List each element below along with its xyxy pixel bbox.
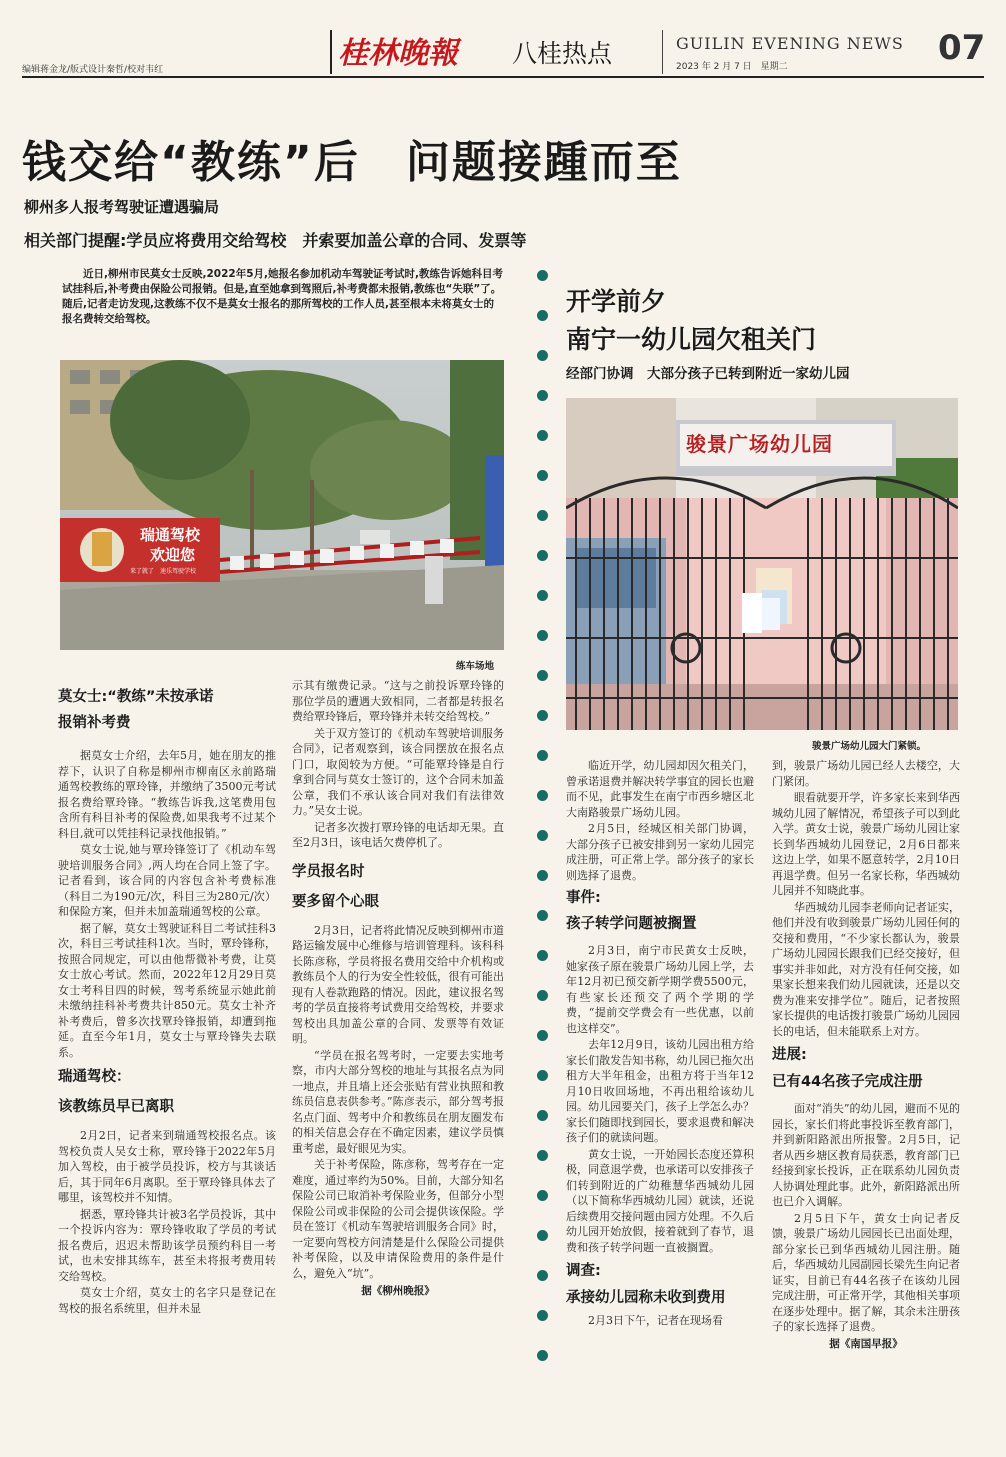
story2-column-d xyxy=(772,758,960,1351)
paragraph: 眼看就要开学，许多家长来到华西城幼儿园了解情况，希望孩子可以到此入学。黄女士说，骏景广场幼儿园让家长到华西城幼儿园登记，2月6日都来这边上学，如果不愿意转学，2月10日再退学费。但另一名家长称，华西城幼儿园并不知晓此事。 xyxy=(772,791,960,897)
masthead-divider-2 xyxy=(662,30,663,74)
story1-subheadline-1: 柳州多人报考驾驶证遭遇骗局 xyxy=(24,198,220,216)
subhead-advice: 学员报名时 xyxy=(292,863,365,880)
paragraph: 黄女士说，一开始园长态度还算积极，同意退学费，也承诺可以安排孩子们转到附近的广幼稚慧华西城幼儿园（以下简称华西城幼儿园）就读，还说后续费用交接问题由园方处理。不久后幼儿园开始放假，接着就到了春节，退费和孩子转学问题一直被搁置。 xyxy=(566,1147,754,1254)
masthead-divider xyxy=(330,30,332,74)
paragraph: 据莫女士介绍，去年5月，她在朋友的推荐下，认识了自称是柳州市柳南区永前路瑞通驾校教练的覃玲锋，并缴纳了3500元考试报名费给覃玲锋。“教练告诉我,这笔费用包含所有科目补考的保险费,如果我考不过某个科目,就可以凭挂科记录找他报销。” xyxy=(58,749,276,840)
training-ground-photo xyxy=(60,360,504,650)
sign-welcome: 欢迎您 xyxy=(150,546,196,564)
sign-slogan: 来了就了 速乐驾驶学校 xyxy=(130,568,197,575)
subhead-ruitong: 瑞通驾校： xyxy=(58,1069,131,1085)
paragraph: 2月3日，记者将此情况反映到柳州市道路运输发展中心维修与培训管理科。该科科长陈彦称，学员将报名费用交给中介机构或教练员个人的行为安全性较低，很有可能出现有人卷款跑路的情况。因此，建议报名驾考的学员直接将考试费用交给驾校，并要求驾校出具加盖公章的合同、发票等有效证明。 xyxy=(292,923,504,1045)
paragraph: 莫女士介绍，莫女士的名字只是登记在驾校的报名系统里，但并未显 xyxy=(58,1286,276,1315)
story1-headline: 钱交给“教练”后 问题接踵而至 xyxy=(22,137,682,188)
story1-lead: 近日,柳州市民莫女士反映,2022年5月,她报名参加机动车驾驶证考试时,教练告诉她科目考试挂科后,补考费由保险公司报销。但是,直至她拿到驾照后,补考费都未报销,教练也“失联”了。随后,记者走访发现,这教练不仅不是莫女士报名的那所驾校的工作人员,甚至根本未将莫女士的报名费转交给驾校。 xyxy=(62,268,503,325)
paragraph: 莫女士说,她与覃玲锋签订了《机动车驾驶培训服务合同》,两人均在合同上签了字。记者看到，该合同的内容包含补考费标准（科目二为190元/次，科目三为280元/次）和保险方案，但并未加盖瑞通驾校的公章。 xyxy=(58,843,276,918)
subhead-mo-2: 报销补考费 xyxy=(58,715,131,731)
newspaper-logo: 桂林晚報 xyxy=(338,36,458,71)
photo2-caption: 骏景广场幼儿园大门紧锁。 xyxy=(812,741,927,752)
subhead-mo: 莫女士:“教练”未按承诺 xyxy=(58,689,214,705)
paragraph: 2月5日下午，黄女士向记者反馈，骏景广场幼儿园园长已出面处理，部分家长已到华西城幼儿园注册。随后，华西城幼儿园副园长梁先生向记者证实，目前已有44名孩子在该幼儿园完成注册，可正常开学，其他相关事项在逐步处理中。据了解，其余未注册孩子的家长选择了退费。 xyxy=(772,1211,960,1333)
masthead-rule xyxy=(22,76,984,78)
photo1-caption: 练车场地 xyxy=(456,661,495,672)
paragraph: 2月3日，南宁市民黄女士反映，她家孩子原在骏景广场幼儿园上学，去年12月初已预交新学期学费5500元，有些家长还预交了两个学期的学费，“提前交学费会有一些优惠，以前也这样交”。 xyxy=(566,944,754,1035)
page-number: 07 xyxy=(938,28,986,68)
issue-date: 2023 年 2 月 7 日 星期二 xyxy=(676,62,788,72)
story2-column-c xyxy=(566,758,754,1330)
paragraph: 华西城幼儿园李老师向记者证实，他们并没有收到骏景广场幼儿园任何的交接和费用，“不少家长都认为，骏景广场幼儿园园长跟我们已经交接好，但事实并非如此，对方没有任何交接，如果家长想来我们幼儿园就读，还是以交费为准来安排学位”。随后，记者按照家长提供的电话拨打骏景广场幼儿园园长的电话，但未能联系上对方。 xyxy=(772,900,960,1038)
story2-source: 据《南国早报》 xyxy=(829,1337,903,1350)
subhead-event-2: 孩子转学问题被搁置 xyxy=(566,916,697,932)
subhead-event: 事件: xyxy=(566,890,601,906)
story1-source: 据《柳州晚报》 xyxy=(361,1285,435,1297)
paragraph: 2月3日下午，记者在现场看 xyxy=(588,1314,723,1327)
story1-subheadline-2: 相关部门提醒:学员应将费用交给驾校 并索要加盖公章的合同、发票等 xyxy=(24,231,527,250)
paragraph: 面对“消失”的幼儿园，避而不见的园长，家长们将此事投诉至教育部门，并到新阳路派出所报警。2月5日，记者从西乡塘区教育局获悉，教育部门已经接到家长投诉，正在联系幼儿园负责人协调处理此事。此外，新阳路派出所也已介入调解。 xyxy=(772,1102,960,1208)
subhead-advice-2: 要多留个心眼 xyxy=(292,893,379,910)
subhead-progress-2: 已有44名孩子完成注册 xyxy=(772,1074,923,1090)
kindergarten-gate-photo xyxy=(566,398,958,730)
dotted-divider xyxy=(535,270,549,1430)
paragraph: “学员在报名驾考时，一定要去实地考察，市内大部分驾校的地址与其报名点为同一地点，并且墙上还会张贴有营业执照和教练员信息表供参考。”陈彦表示，部分驾考报名点门面、驾考中介和教练员在朋友圈发布的相关信息会存在不确定因素，建议学员慎重考虑，最好眼见为实。 xyxy=(292,1048,504,1155)
story2-subheadline: 经部门协调 大部分孩子已转到附近一家幼儿园 xyxy=(566,366,850,382)
subhead-progress: 进展: xyxy=(772,1047,807,1063)
subhead-investigation: 调查: xyxy=(566,1263,601,1279)
paragraph: 临近开学，幼儿园却因欠租关门，曾承诺退费并解决转学事宜的园长也避而不见，此事发生在南宁市西乡塘区北大南路骏景广场幼儿园。 xyxy=(566,759,754,819)
paragraph: 据了解，莫女士驾驶证科目二考试挂科3次，科目三考试挂科1次。当时，覃玲锋称，按照合同规定，可以由他帮微补考费，让莫女士放心考试。然而，2022年12月29日莫女士考科目四的时候，驾考系统显示她此前未缴纳挂科补考费共计850元。莫女士补齐补考费后，曾多次找覃玲锋报销，却遭到拖延。直至今年1月，莫女士与覃玲锋失去联系。 xyxy=(58,921,276,1059)
subhead-ruitong-2: 该教练员早已离职 xyxy=(58,1099,174,1115)
paragraph: 到，骏景广场幼儿园已经人去楼空，大门紧闭。 xyxy=(772,759,960,788)
paragraph: 2月2日，记者来到瑞通驾校报名点。该驾校负责人吴女士称，覃玲锋于2022年5月加入驾校，由于被学员投诉，校方与其谈话后，其于同年6月离职。至于覃玲锋具体去了哪里，该驾校并不知情。 xyxy=(58,1129,276,1204)
kindergarten-sign: 骏景广场幼儿园 xyxy=(686,432,833,456)
story2-headline-2: 南宁一幼儿园欠租关门 xyxy=(566,325,817,354)
paragraph: 去年12月9日，该幼儿园出租方给家长们散发告知书称，幼儿园已拖欠出租方大半年租金，出租方将于当年12月10日收回场地，不再出租给该幼儿园。幼儿园要关门，孩子上学怎么办？家长们随即找到园长，要求退费和解决孩子们的就读问题。 xyxy=(566,1038,754,1144)
paragraph: 2月5日，经城区相关部门协调，大部分孩子已被安排到另一家幼儿园完成注册，可正常上学。部分孩子的家长则选择了退费。 xyxy=(566,822,754,882)
sign-school-name: 瑞通驾校 xyxy=(140,526,201,544)
paragraph: 记者多次拨打覃玲锋的电话却无果。直至2月3日，该电话欠费停机了。 xyxy=(292,820,504,849)
story1-column-a xyxy=(58,684,276,1317)
editor-credits: 编辑蒋金龙/版式设计秦哲/校对韦红 xyxy=(22,65,164,75)
section-title: 八桂热点 xyxy=(512,39,613,68)
paragraph: 关于双方签订的《机动车驾驶培训服务合同》，记者观察到，该合同摆放在报名点门口，取阅较为方便。“可能覃玲锋是自行拿到合同与莫女士签订的，这个合同未加盖公章，我们不承认该合同对我们有法律效力。”吴女士说。 xyxy=(292,726,504,817)
subhead-investigation-2: 承接幼儿园称未收到费用 xyxy=(566,1290,726,1306)
story2-headline-1: 开学前夕 xyxy=(566,287,667,316)
paragraph: 关于补考保险，陈彦称，驾考存在一定难度，通过率约为50%。目前，大部分知名保险公司已取消补考保险业务，但部分小型保险公司或非保险的公司会提供该保险。学员在签订《机动车驾驶培训服务合同》时，一定要向驾校方问清楚是什么保险公司提供补考保险，以及申请保险费用的条件是什么，避免入“坑”。 xyxy=(292,1158,504,1280)
paragraph: 示其有缴费记录。“这与之前投诉覃玲锋的那位学员的遭遇大致相同，二者都是转报名费给覃玲锋后，覃玲锋并未转交给驾校。” xyxy=(292,679,504,723)
training-ground-illustration xyxy=(60,360,504,650)
paragraph: 据悉，覃玲锋共计被3名学员投诉，其中一个投诉内容为：覃玲锋收取了学员的考试报名费后，迟迟未帮助该学员预约科目一考试，也未安排其练车，甚至未将报考费用转交给驾校。 xyxy=(58,1207,276,1283)
story1-column-b xyxy=(292,678,504,1298)
paper-english-name: GUILIN EVENING NEWS xyxy=(676,34,904,53)
